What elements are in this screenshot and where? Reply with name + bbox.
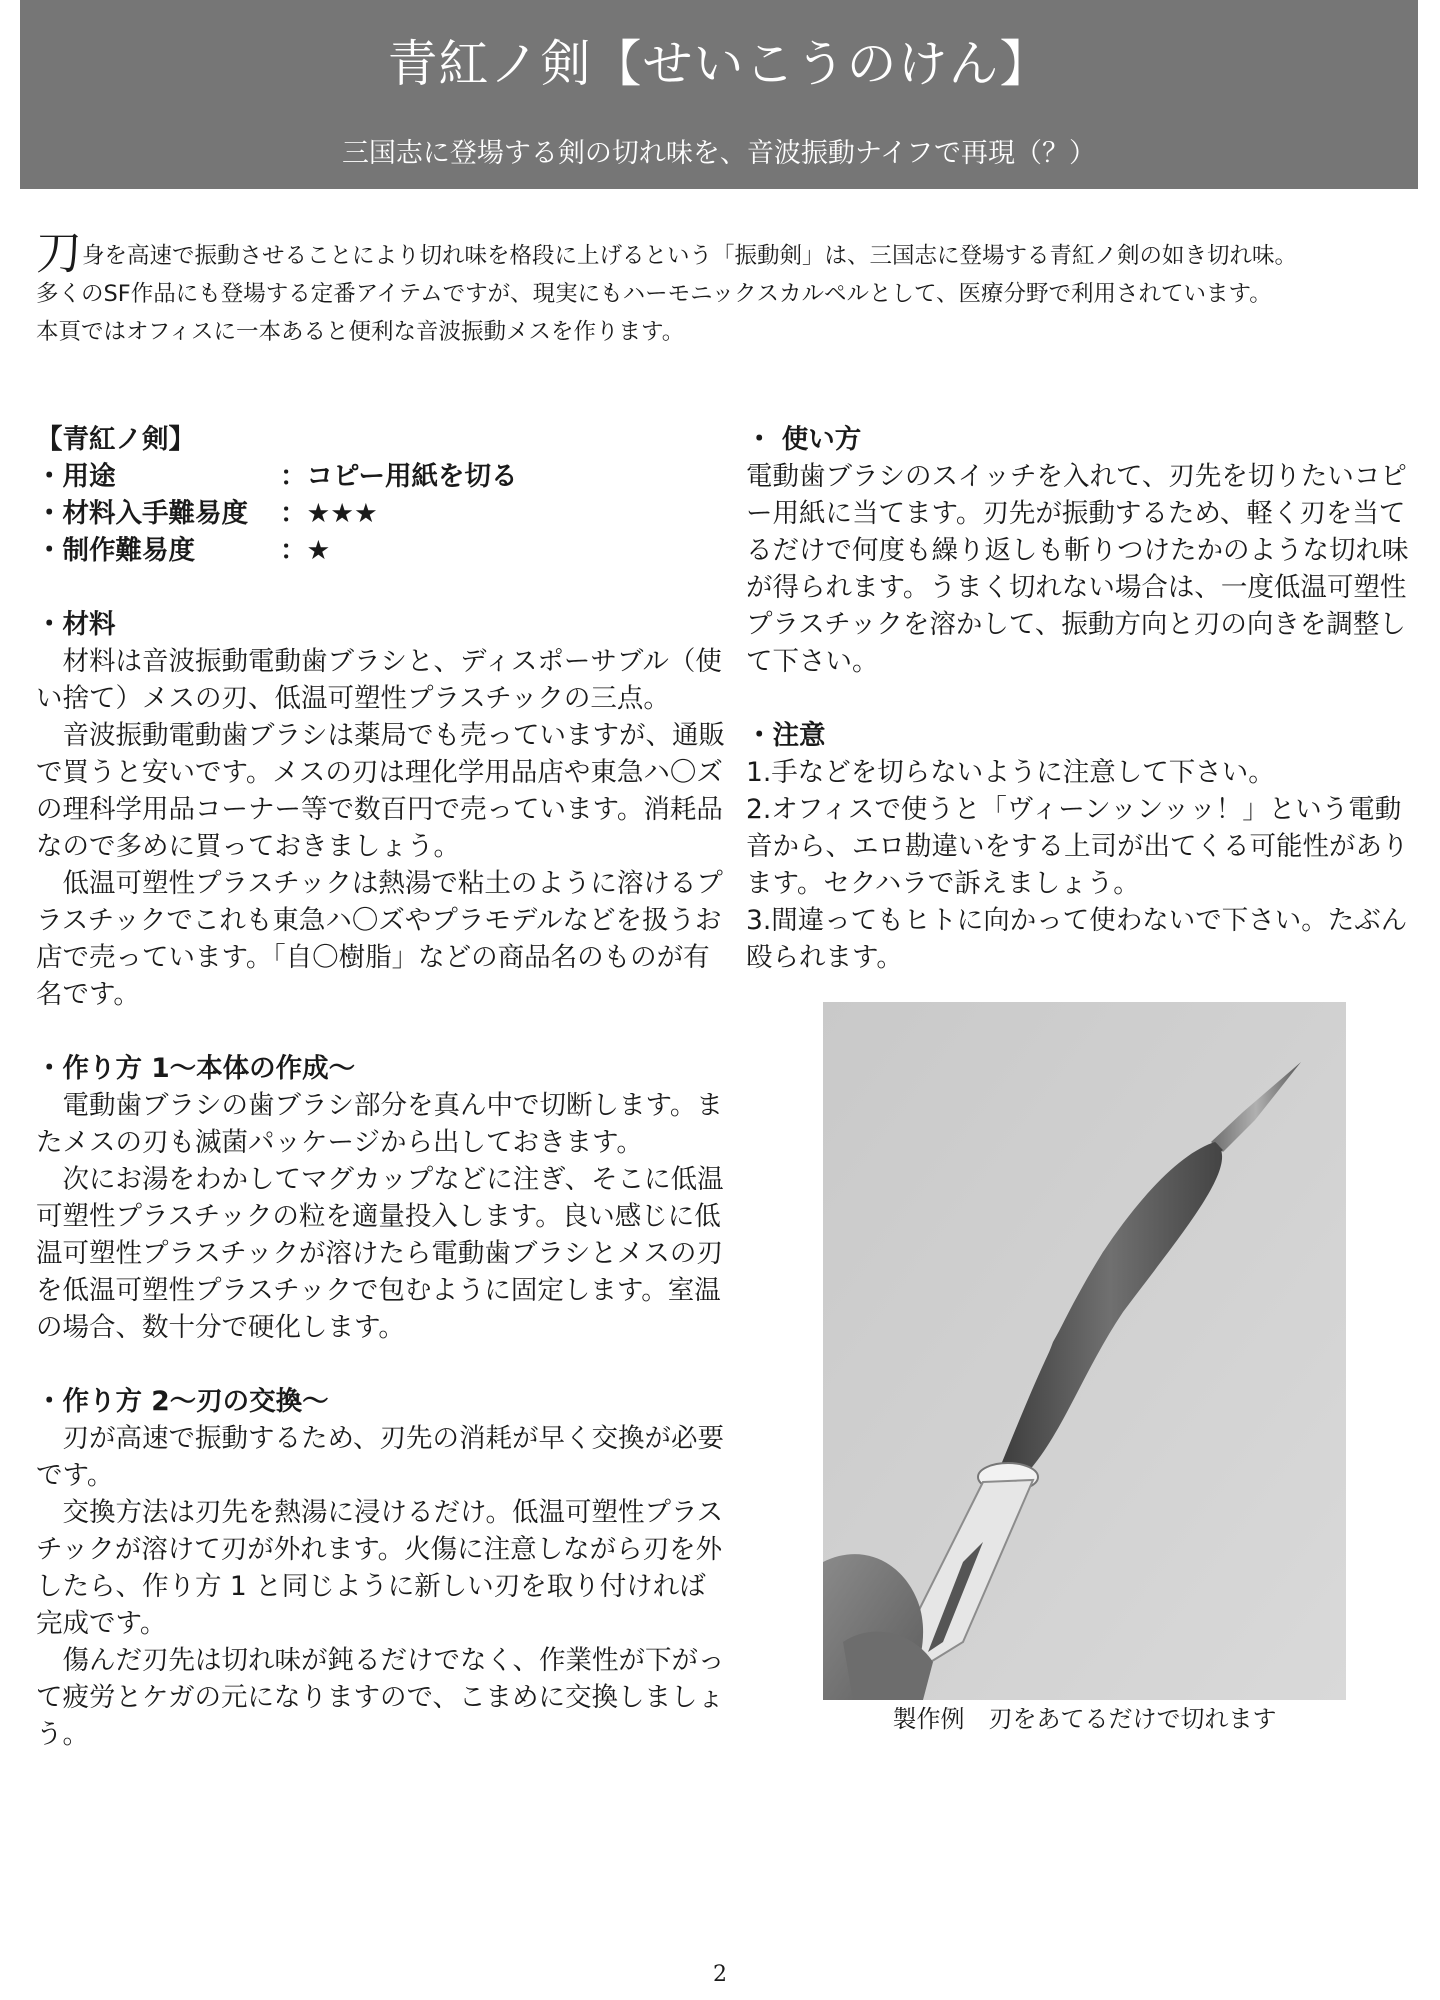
spec-value: ：コピー用紙を切る: [280, 461, 518, 492]
make1-paragraph-1: 電動歯ブラシの歯ブラシ部分を真ん中で切断します。またメスの刃も滅菌パッケージから出しておきます。: [36, 1090, 723, 1158]
spec-key: ・用途: [36, 461, 116, 492]
intro-line-3: 本頁ではオフィスに一本あると便利な音波振動メスを作ります。: [36, 319, 685, 345]
spec-row-usage: [36, 458, 726, 495]
make2-paragraph-3: 傷んだ刃先は切れ味が鈍るだけでなく、作業性が下がって疲労とケガの元になりますので、こまめに交換しましょう。: [36, 1645, 725, 1750]
spec-value: ：★★★: [280, 498, 378, 529]
materials-paragraph-3: 低温可塑性プラスチックは熱湯で粘土のように溶けるプラスチックでこれも東急ハ〇ズやプラモデルなどを扱うお店で売っています。「自〇樹脂」などの商品名のものが有名です。: [36, 868, 723, 1010]
caution-item-3: 3.間違ってもヒトに向かって使わないで下さい。たぶん殴られます。: [746, 905, 1408, 973]
caution-item-1: 1.手などを切らないように注意して下さい。: [746, 757, 1275, 788]
spec-title: 【青紅ノ剣】: [36, 424, 195, 455]
left-column: [36, 421, 726, 1753]
spec-value: ：★: [280, 535, 331, 566]
caution-item-2: 2.オフィスで使うと「ヴィーンッンッッ！」という電動音から、エロ勘違いをする上司が出てくる可能性があります。セクハラで訴えましょう。: [746, 794, 1409, 899]
title-banner: [20, 0, 1418, 189]
knife-photo: [823, 1002, 1346, 1700]
spec-key: ・制作難易度: [36, 535, 195, 566]
page-number: 2: [713, 1962, 727, 1987]
make1-heading: ・作り方 1〜本体の作成〜: [36, 1053, 356, 1084]
intro-line-1: [36, 226, 1436, 280]
materials-heading: ・材料: [36, 609, 116, 640]
materials-paragraph-2: 音波振動電動歯ブラシは薬局でも売っていますが、通販で買うと安いです。メスの刃は理化学用品店や東急ハ〇ズの理科学用品コーナー等で数百円で売っています。消耗品なので多めに買っておきましょう。: [36, 720, 725, 862]
caution-heading: ・注意: [746, 720, 826, 751]
intro-paragraph: [36, 226, 1436, 351]
page-subtitle: 三国志に登場する剣の切れ味を、音波振動ナイフで再現（？）: [341, 138, 1097, 169]
spec-row-build-difficulty: [36, 532, 726, 569]
intro-line-2: 多くのSF作品にも登場する定番アイテムですが、現実にもハーモニックスカルペルとして、医療分野で利用されています。: [36, 281, 1272, 307]
usage-heading: ・ 使い方: [746, 424, 862, 455]
make1-paragraph-2: 次にお湯をわかしてマグカップなどに注ぎ、そこに低温可塑性プラスチックの粒を適量投入します。良い感じに低温可塑性プラスチックが溶けたら電動歯ブラシとメスの刃を低温可塑性プラスチックで包むように固定します。室温の場合、数十分で硬化します。: [36, 1164, 724, 1343]
spec-key: ・材料入手難易度: [36, 498, 248, 529]
make2-paragraph-2: 交換方法は刃先を熱湯に浸けるだけ。低温可塑性プラスチックが溶けて刃が外れます。火傷に注意しながら刃を外したら、作り方 1 と同じように新しい刃を取り付ければ完成です。: [36, 1497, 724, 1639]
page-title: 青紅ノ剣【せいこうのけん】: [387, 35, 1051, 93]
make2-paragraph-1: 刃が高速で振動するため、刃先の消耗が早く交換が必要です。: [36, 1423, 724, 1491]
right-column: [746, 421, 1426, 976]
spec-row-material-difficulty: [36, 495, 726, 532]
photo-caption: 製作例 刃をあてるだけで切れます: [892, 1705, 1277, 1733]
make2-heading: ・作り方 2〜刃の交換〜: [36, 1386, 329, 1417]
intro-dropcap: 刀: [36, 226, 82, 280]
intro-line-1-text: 身を高速で振動させることにより切れ味を格段に上げるという「振動剣」は、三国志に登場する青紅ノ剣の如き切れ味。: [82, 243, 1298, 269]
usage-paragraph: 電動歯ブラシのスイッチを入れて、刃先を切りたいコピー用紙に当てます。刃先が振動するため、軽く刃を当てるだけで何度も繰り返しも斬りつけたかのような切れ味が得られます。うまく切れない場合は、一度低温可塑性プラスチックを溶かして、振動方向と刃の向きを調整して下さい。: [746, 461, 1409, 677]
materials-paragraph-1: 材料は音波振動電動歯ブラシと、ディスポーサブル（使い捨て）メスの刃、低温可塑性プラスチックの三点。: [36, 646, 722, 714]
